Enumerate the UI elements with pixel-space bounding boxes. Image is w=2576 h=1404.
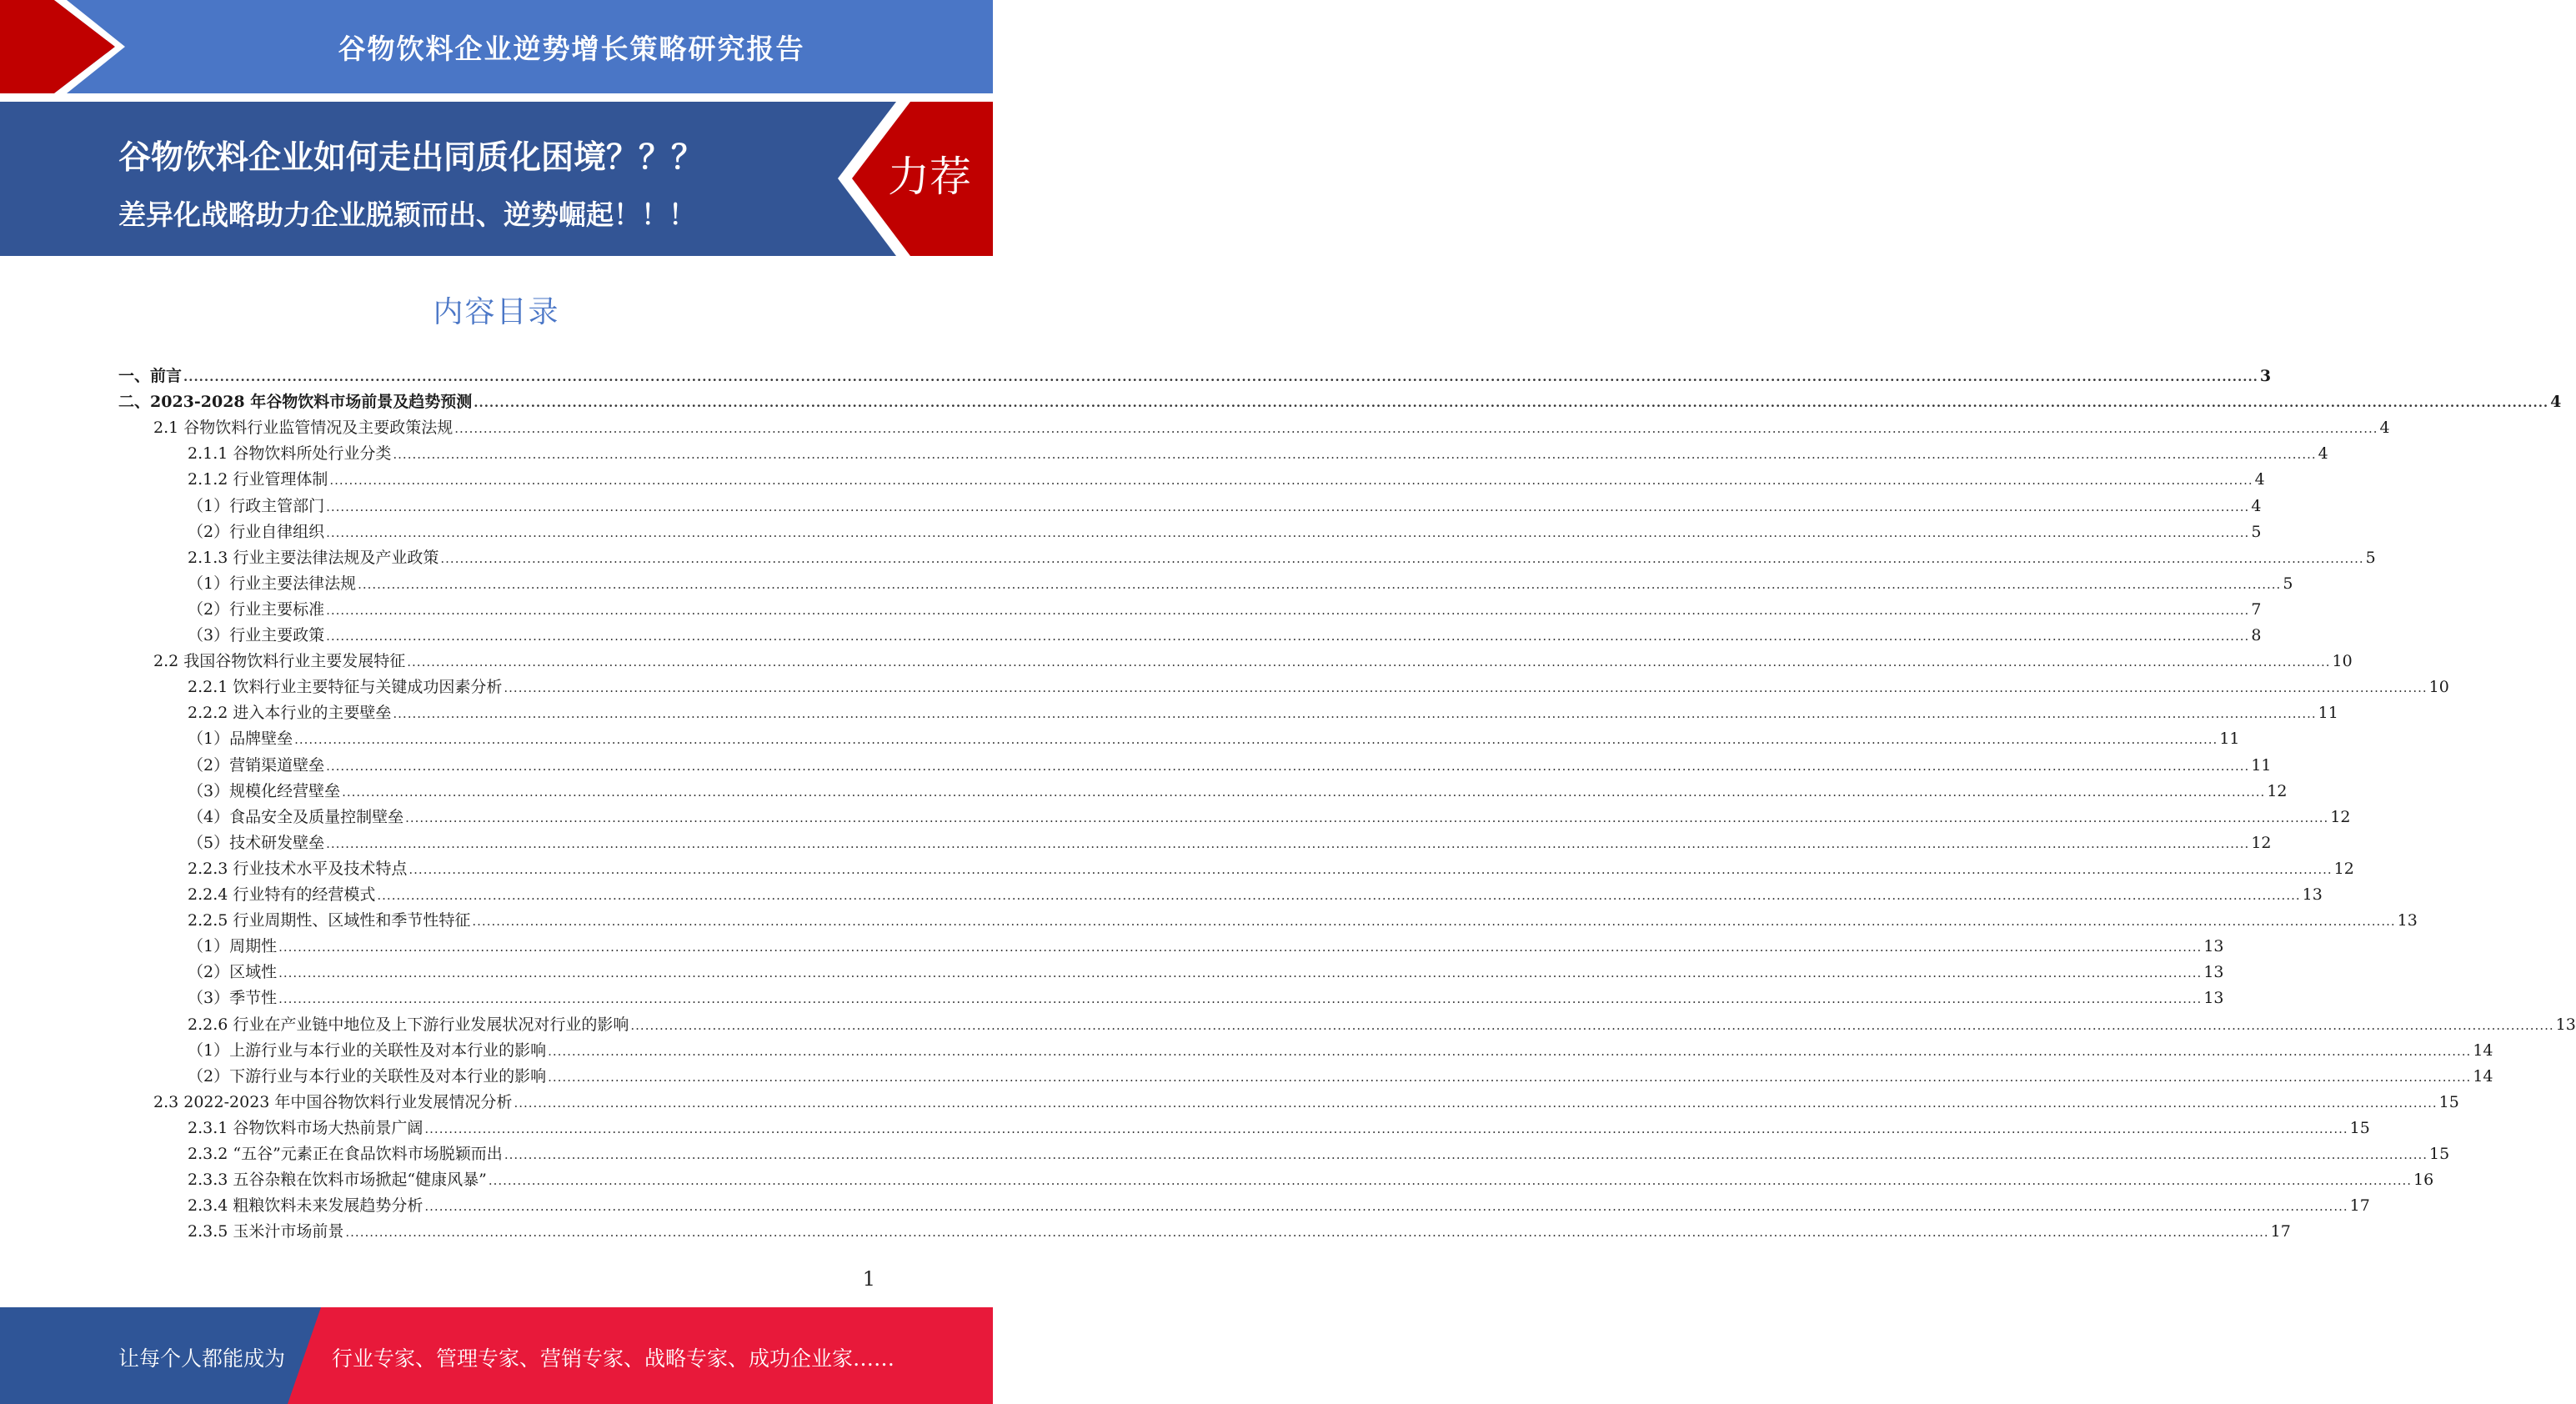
toc-entry-label: 2.3.3 五谷杂粮在饮料市场掀起“健康风暴” [188,1171,487,1190]
toc-entry[interactable] [118,389,2562,415]
toc-entry-label: 2.2.4 行业特有的经营模式 [188,885,376,904]
toc-leader-dots: ................................................................................................................................................................................................................................................................................................................................................................................................................ [548,1043,2472,1059]
toc-entry[interactable] [118,364,2272,389]
footer-slogan-right: 行业专家、管理专家、营销专家、战略专家、成功企业家…… [332,1346,895,1371]
toc-entry-label: 2.1.3 行业主要法律法规及产业政策 [188,548,439,567]
toc-entry-page: 16 [2413,1171,2434,1190]
toc-entry[interactable] [188,1141,2450,1167]
banner-headline: 谷物饮料企业如何走出同质化困境？？？ [118,139,704,177]
toc-entry-page: 13 [2302,885,2323,904]
toc-entry-label: 2.3.2 “五谷”元素正在食品饮料市场脱颖而出 [188,1145,503,1163]
toc-leader-dots: ................................................................................................................................................................................................................................................................................................................................................................................................................ [278,965,2203,981]
toc-entry-label: （2）行业主要标准 [188,599,325,619]
toc-entry-label: 2.2.5 行业周期性、区域性和季节性特征 [188,911,471,930]
toc-leader-dots: ................................................................................................................................................................................................................................................................................................................................................................................................................ [377,888,2301,903]
toc-entry[interactable] [188,934,2224,960]
toc-leader-dots: ................................................................................................................................................................................................................................................................................................................................................................................................................ [393,706,2317,722]
toc-entry-page: 4 [2550,393,2562,412]
toc-leader-dots: ................................................................................................................................................................................................................................................................................................................................................................................................................ [514,1095,2438,1111]
toc-leader-dots: ................................................................................................................................................................................................................................................................................................................................................................................................................ [407,654,2331,670]
toc-entry-label: 2.2.3 行业技术水平及技术特点 [188,859,408,878]
toc-entry-page: 13 [2203,963,2224,982]
toc-entry-page: 13 [2397,911,2418,930]
toc-entry[interactable] [188,1116,2370,1141]
toc-entry-page: 5 [2283,574,2293,593]
toc-entry-label: 2.3 2022-2023 年中国谷物饮料行业发展情况分析 [153,1092,513,1111]
toc-entry[interactable] [153,1090,2459,1116]
toc-entry-page: 8 [2251,626,2262,644]
toc-entry-page: 11 [2318,704,2338,723]
toc-leader-dots: ................................................................................................................................................................................................................................................................................................................................................................................................................ [329,473,2253,489]
toc-entry-page: 14 [2473,1040,2493,1060]
toc-leader-dots: ................................................................................................................................................................................................................................................................................................................................................................................................................ [183,369,2258,384]
toc-leader-dots: ................................................................................................................................................................................................................................................................................................................................................................................................................ [488,1173,2413,1189]
toc-entry-label: 2.1.1 谷物饮料所处行业分类 [188,444,392,464]
toc-entry-page: 12 [2267,781,2288,800]
toc-entry-label: 2.1 谷物饮料行业监管情况及主要政策法规 [153,419,454,438]
toc-entry-label: （1）上游行业与本行业的关联性及对本行业的影响 [188,1040,547,1060]
toc-entry[interactable] [188,1193,2370,1219]
toc-entry[interactable] [153,649,2353,674]
toc-entry-page: 10 [2428,678,2449,697]
toc-leader-dots: ................................................................................................................................................................................................................................................................................................................................................................................................................ [326,499,2250,514]
toc-entry-page: 17 [2349,1196,2370,1216]
toc-leader-dots: ................................................................................................................................................................................................................................................................................................................................................................................................................ [440,550,2364,566]
toc-entry[interactable] [188,1038,2493,1064]
toc-entry[interactable] [153,415,2390,441]
toc-entry-page: 15 [2349,1118,2370,1137]
toc-leader-dots: ................................................................................................................................................................................................................................................................................................................................................................................................................ [326,602,2250,618]
toc-entry[interactable] [188,441,2328,467]
toc-leader-dots: ................................................................................................................................................................................................................................................................................................................................................................................................................ [504,1147,2428,1162]
toc-leader-dots: ................................................................................................................................................................................................................................................................................................................................................................................................................ [504,680,2428,696]
header-arrow-icon [0,0,125,93]
toc-entry-label: （2）行业自律组织 [188,522,325,541]
toc-entry-page: 10 [2332,652,2353,671]
toc-entry[interactable] [188,1012,2576,1038]
recommend-badge: 力荐 [888,153,971,201]
toc-entry-page: 15 [2438,1092,2459,1111]
toc-leader-dots: ................................................................................................................................................................................................................................................................................................................................................................................................................ [424,1199,2348,1215]
toc-entry[interactable] [188,753,2272,779]
toc-entry-page: 4 [2251,496,2262,515]
toc-entry[interactable] [188,700,2338,726]
toc-entry-label: （1）行政主管部门 [188,496,325,515]
toc-entry-label: （2）区域性 [188,963,278,982]
toc-entry[interactable] [188,1219,2291,1245]
toc-entry[interactable] [188,985,2224,1011]
toc-entry-page: 11 [2251,755,2272,775]
toc-leader-dots: ................................................................................................................................................................................................................................................................................................................................................................................................................ [548,1069,2472,1085]
report-title: 谷物饮料企业逆势增长策略研究报告 [338,32,805,65]
toc-entry-label: 2.2.2 进入本行业的主要壁垒 [188,704,392,723]
banner-subheadline: 差异化战略助力企业脱颖而出、逆势崛起！！！ [118,198,696,231]
toc-entry[interactable] [188,1167,2434,1193]
toc-entry-label: 2.2 我国谷物饮料行业主要发展特征 [153,652,406,671]
toc-entry[interactable] [188,882,2323,908]
toc-entry-label: （1）行业主要法律法规 [188,574,357,593]
toc-entry-page: 4 [2254,470,2265,489]
toc-entry[interactable] [188,597,2262,623]
toc-entry-label: （3）规模化经营壁垒 [188,781,341,800]
toc-entry-page: 17 [2270,1222,2291,1241]
toc-entry-page: 13 [2203,937,2224,956]
toc-entry-label: （2）营销渠道壁垒 [188,755,325,775]
toc-entry-label: 2.1.2 行业管理体制 [188,470,328,489]
toc-entry-label: （5）技术研发壁垒 [188,833,325,852]
toc-leader-dots: ................................................................................................................................................................................................................................................................................................................................................................................................................ [326,835,2250,851]
toc-entry-label: 2.3.1 谷物饮料市场大热前景广阔 [188,1118,423,1137]
toc-leader-dots: ................................................................................................................................................................................................................................................................................................................................................................................................................ [408,861,2333,877]
toc-entry-label: （3）行业主要政策 [188,626,325,644]
toc-entry[interactable] [188,1064,2493,1090]
toc-entry-label: 2.2.1 饮料行业主要特征与关键成功因素分析 [188,678,503,697]
toc-entry[interactable] [188,805,2351,830]
toc-leader-dots: ................................................................................................................................................................................................................................................................................................................................................................................................................ [326,758,2250,774]
toc-entry-label: （3）季节性 [188,989,278,1008]
toc-entry[interactable] [188,830,2272,856]
toc-leader-dots: ................................................................................................................................................................................................................................................................................................................................................................................................................ [294,732,2218,748]
toc-leader-dots: ................................................................................................................................................................................................................................................................................................................................................................................................................ [474,395,2549,411]
toc-leader-dots: ................................................................................................................................................................................................................................................................................................................................................................................................................ [278,991,2203,1007]
toc-leader-dots: ................................................................................................................................................................................................................................................................................................................................................................................................................ [342,784,2266,800]
toc-entry-label: 2.3.5 玉米汁市场前景 [188,1222,344,1241]
toc-leader-dots: ................................................................................................................................................................................................................................................................................................................................................................................................................ [358,576,2282,592]
toc-entry[interactable] [188,571,2293,597]
toc-leader-dots: ................................................................................................................................................................................................................................................................................................................................................................................................................ [326,524,2250,540]
toc-entry[interactable] [188,908,2418,934]
page-number: 1 [862,1267,875,1291]
toc-leader-dots: ................................................................................................................................................................................................................................................................................................................................................................................................................ [405,810,2329,825]
toc-entry-page: 14 [2473,1066,2493,1086]
toc-entry[interactable] [188,779,2288,805]
toc-entry-label: （4）食品安全及质量控制壁垒 [188,807,404,826]
toc-entry[interactable] [188,674,2449,700]
toc-entry[interactable] [188,856,2354,882]
toc-entry-page: 4 [2318,444,2328,464]
toc-entry-label: 2.2.6 行业在产业链中地位及上下游行业发展状况对行业的影响 [188,1015,629,1034]
toc-entry-page: 11 [2219,730,2240,749]
toc-entry[interactable] [188,960,2224,985]
toc-entry[interactable] [188,623,2262,649]
toc-entry[interactable] [188,545,2376,571]
toc-entry[interactable] [188,494,2262,519]
toc-entry-page: 3 [2259,367,2272,385]
toc-leader-dots: ................................................................................................................................................................................................................................................................................................................................................................................................................ [345,1225,2269,1241]
toc-entry-page: 13 [2203,989,2224,1008]
toc-entry-page: 15 [2429,1145,2450,1163]
toc-entry[interactable] [188,467,2265,493]
toc-entry-page: 7 [2251,599,2262,619]
toc-entry-page: 5 [2365,548,2376,567]
toc-entry[interactable] [188,519,2262,545]
toc-leader-dots: ................................................................................................................................................................................................................................................................................................................................................................................................................ [424,1121,2348,1136]
promo-banner [0,102,993,256]
toc-entry-page: 12 [2333,859,2354,878]
toc-entry[interactable] [188,726,2240,752]
footer-slogan-left: 让每个人都能成为 [118,1346,286,1371]
toc-entry-label: （2）下游行业与本行业的关联性及对本行业的影响 [188,1066,547,1086]
toc-entry-page: 12 [2330,807,2351,826]
toc-leader-dots: ................................................................................................................................................................................................................................................................................................................................................................................................................ [278,940,2203,955]
toc-entry-label: 2.3.4 粗粮饮料未来发展趋势分析 [188,1196,423,1216]
toc-entry-label: （1）品牌壁垒 [188,730,293,749]
toc-entry-label: 一、前言 [118,367,183,385]
toc-entry-label: （1）周期性 [188,937,278,956]
toc-leader-dots: ................................................................................................................................................................................................................................................................................................................................................................................................................ [630,1017,2554,1033]
toc-entry-page: 12 [2251,833,2272,852]
toc-entry-page: 13 [2555,1015,2576,1034]
toc-entry-page: 5 [2251,522,2262,541]
toc-leader-dots: ................................................................................................................................................................................................................................................................................................................................................................................................................ [472,914,2396,930]
toc-leader-dots: ................................................................................................................................................................................................................................................................................................................................................................................................................ [393,447,2317,463]
toc-title: 内容目录 [433,295,560,329]
toc-leader-dots: ................................................................................................................................................................................................................................................................................................................................................................................................................ [326,629,2250,644]
toc-entry-label: 二、2023-2028 年谷物饮料市场前景及趋势预测 [118,393,473,412]
toc-entry-page: 4 [2379,419,2390,438]
toc-leader-dots: ................................................................................................................................................................................................................................................................................................................................................................................................................ [454,421,2378,437]
